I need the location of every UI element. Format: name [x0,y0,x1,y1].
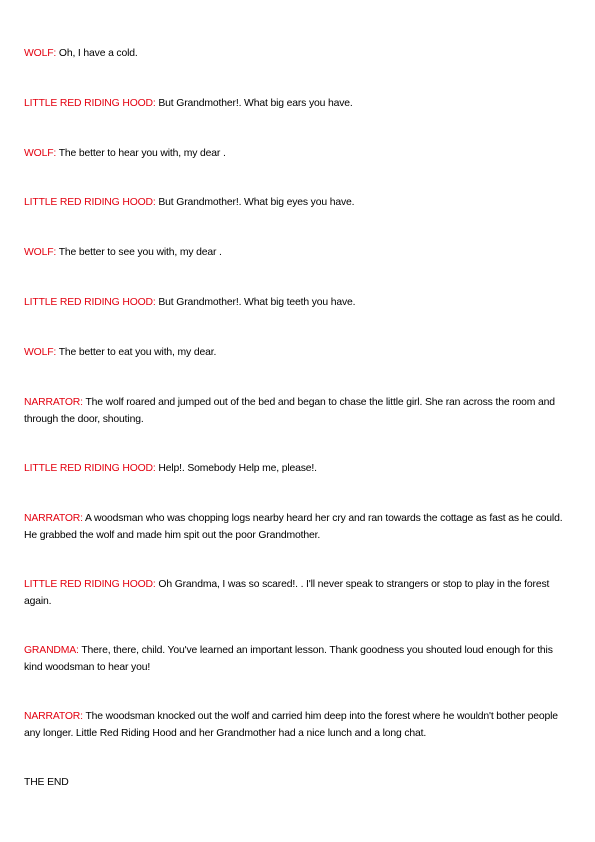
script-line [24,295,572,312]
script-line [24,345,572,362]
speaker-label: NARRATOR: [24,711,83,722]
script-line [24,643,572,676]
speaker-label: LITTLE RED RIDING HOOD: [24,579,156,590]
dialogue-text: Help!. Somebody Help me, please!. [155,463,317,474]
dialogue-text: But Grandmother!. What big teeth you have. [155,297,356,308]
dialogue-text: The wolf roared and jumped out of the bed and began to chase the little girl. She ran across the room and through the door, shouting. [24,397,555,425]
speaker-label: LITTLE RED RIDING HOOD: [24,297,156,308]
script-line [24,709,572,742]
dialogue-text: There, there, child. You've learned an important lesson. Thank goodness you shouted loud enough for this kind woodsman to hear you! [24,645,553,673]
speaker-label: WOLF: [24,48,57,59]
script-line [24,395,572,428]
speaker-label: WOLF: [24,148,57,159]
script-line [24,146,572,163]
dialogue-text: But Grandmother!. What big eyes you have. [155,197,355,208]
dialogue-text: The woodsman knocked out the wolf and carried him deep into the forest where he wouldn't bother people any longer. Little Red Riding Hood and her Grandmother had a nice lunch and a long chat. [24,711,558,739]
script-line [24,195,572,212]
script-line [24,46,572,63]
dialogue-text: The better to eat you with, my dear. [56,347,217,358]
speaker-label: LITTLE RED RIDING HOOD: [24,98,156,109]
dialogue-text: The better to see you with, my dear . [56,247,222,258]
dialogue-text: The better to hear you with, my dear . [56,148,226,159]
speaker-label: LITTLE RED RIDING HOOD: [24,463,156,474]
script-line [24,511,572,544]
script-line [24,461,572,478]
dialogue-text: Oh, I have a cold. [56,48,138,59]
script-line [24,245,572,262]
dialogue-text: Oh Grandma, I was so scared!. . I'll never speak to strangers or stop to play in the forest again. [24,579,550,607]
dialogue-text: But Grandmother!. What big ears you have. [155,98,353,109]
speaker-label: WOLF: [24,347,57,358]
script-line [24,577,572,610]
speaker-label: WOLF: [24,247,57,258]
speaker-label: GRANDMA: [24,645,79,656]
speaker-label: NARRATOR: [24,397,83,408]
the-end-label: THE END [24,777,69,788]
speaker-label: NARRATOR: [24,513,83,524]
speaker-label: LITTLE RED RIDING HOOD: [24,197,156,208]
script-line [24,96,572,113]
dialogue-text: A woodsman who was chopping logs nearby heard her cry and ran towards the cottage as fast as he could. He grabbed the wolf and made him spit out the poor Grandmother. [24,513,563,541]
